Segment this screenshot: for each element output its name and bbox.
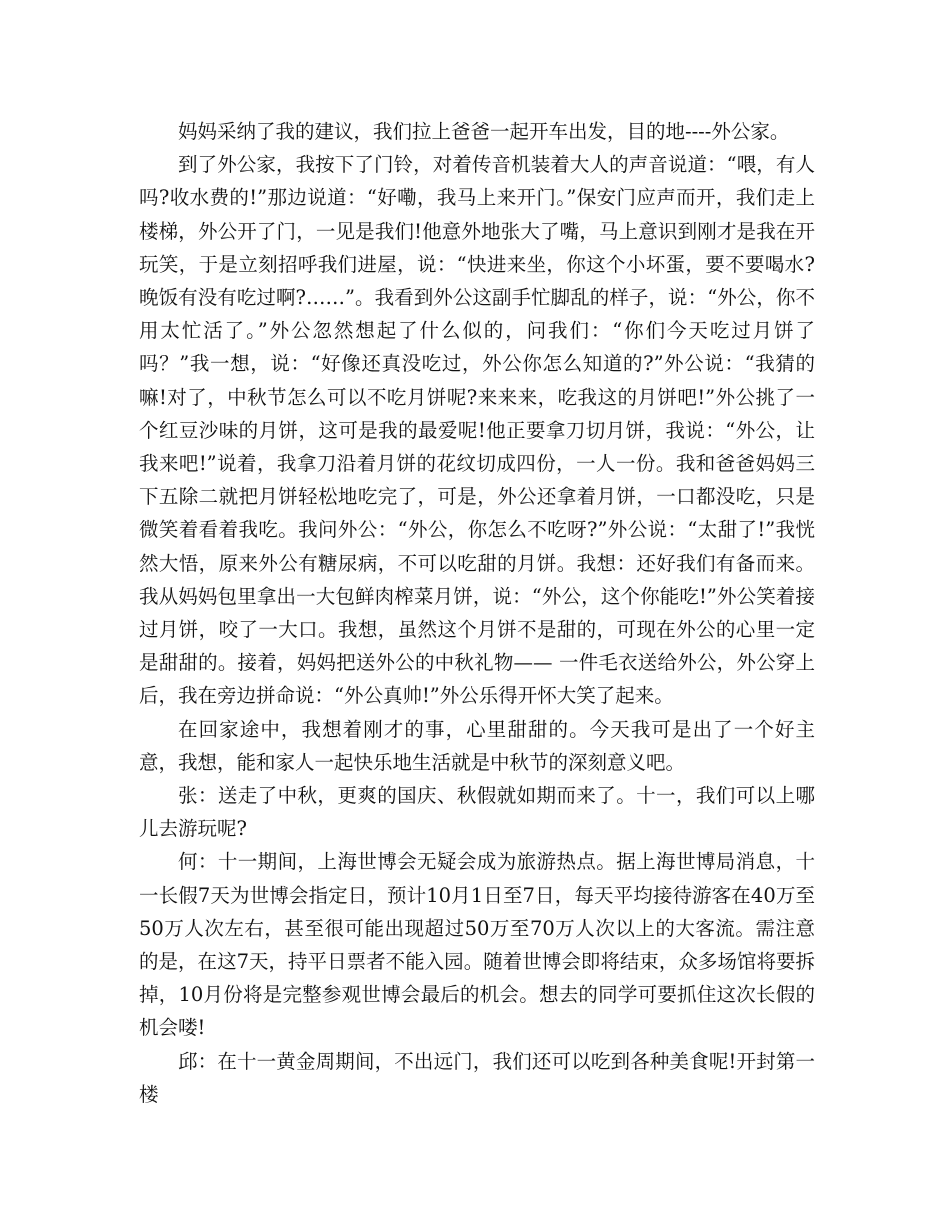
paragraph: 邱：在十一黄金周期间，不出远门，我们还可以吃到各种美食呢!开封第一楼 bbox=[139, 1049, 815, 1106]
paragraph: 张：送走了中秋，更爽的国庆、秋假就如期而来了。十一，我们可以上哪儿去游玩呢? bbox=[139, 784, 815, 841]
paragraph: 妈妈采纳了我的建议，我们拉上爸爸一起开车出发，目的地----外公家。 bbox=[178, 120, 790, 143]
paragraph: 何：十一期间，上海世博会无疑会成为旅游热点。据上海世博局消息，十一长假7天为世博会指定日，预计10月1日至7日，每天平均接待游客在40万至50万人次左右，甚至很可能出现超过50万至70万人次以上的大客流。需注意的是，在这7天，持平日票者不能入园。随着世博会即将结束，众多场馆将要拆掉，10月份将是完整参观世博会最后的机会。想去的同学可要抓住这次长假的机会喽! bbox=[139, 850, 815, 1040]
paragraph: 在回家途中，我想着刚才的事，心里甜甜的。今天我可是出了一个好主意，我想，能和家人一起快乐地生活就是中秋节的深刻意义吧。 bbox=[139, 717, 815, 774]
paragraph: 到了外公家，我按下了门铃，对着传音机装着大人的声音说道：“喂，有人吗?收水费的!”那边说道：“好嘞，我马上来开门。”保安门应声而开，我们走上楼梯，外公开了门，一见是我们!他意外地张大了嘴，马上意识到刚才是我在开玩笑，于是立刻招呼我们进屋，说：“快进来坐，你这个小坏蛋，要不要喝水?晚饭有没有吃过啊?……”。我看到外公这副手忙脚乱的样子，说：“外公，你不用太忙活了。”外公忽然想起了什么似的，问我们：“你们今天吃过月饼了吗？”我一想，说：“好像还真没吃过，外公你怎么知道的?”外公说：“我猜的嘛!对了，中秋节怎么可以不吃月饼呢?来来来，吃我这的月饼吧!”外公挑了一个红豆沙味的月饼，这可是我的最爱呢!他正要拿刀切月饼，我说：“外公，让我来吧!”说着，我拿刀沿着月饼的花纹切成四份，一人一份。我和爸爸妈妈三下五除二就把月饼轻松地吃完了，可是，外公还拿着月饼，一口都没吃，只是微笑着看着我吃。我问外公：“外公，你怎么不吃呀?”外公说：“太甜了!”我恍然大悟，原来外公有糖尿病，不可以吃甜的月饼。我想：还好我们有备而来。我从妈妈包里拿出一大包鲜肉榨菜月饼，说：“外公，这个你能吃!”外公笑着接过月饼，咬了一大口。我想，虽然这个月饼不是甜的，可现在外公的心里一定是甜甜的。接着，妈妈把送外公的中秋礼物—— 一件毛衣送给外公，外公穿上后，我在旁边拼命说：“外公真帅!”外公乐得开怀大笑了起来。 bbox=[139, 153, 815, 708]
document-body bbox=[139, 115, 815, 1111]
